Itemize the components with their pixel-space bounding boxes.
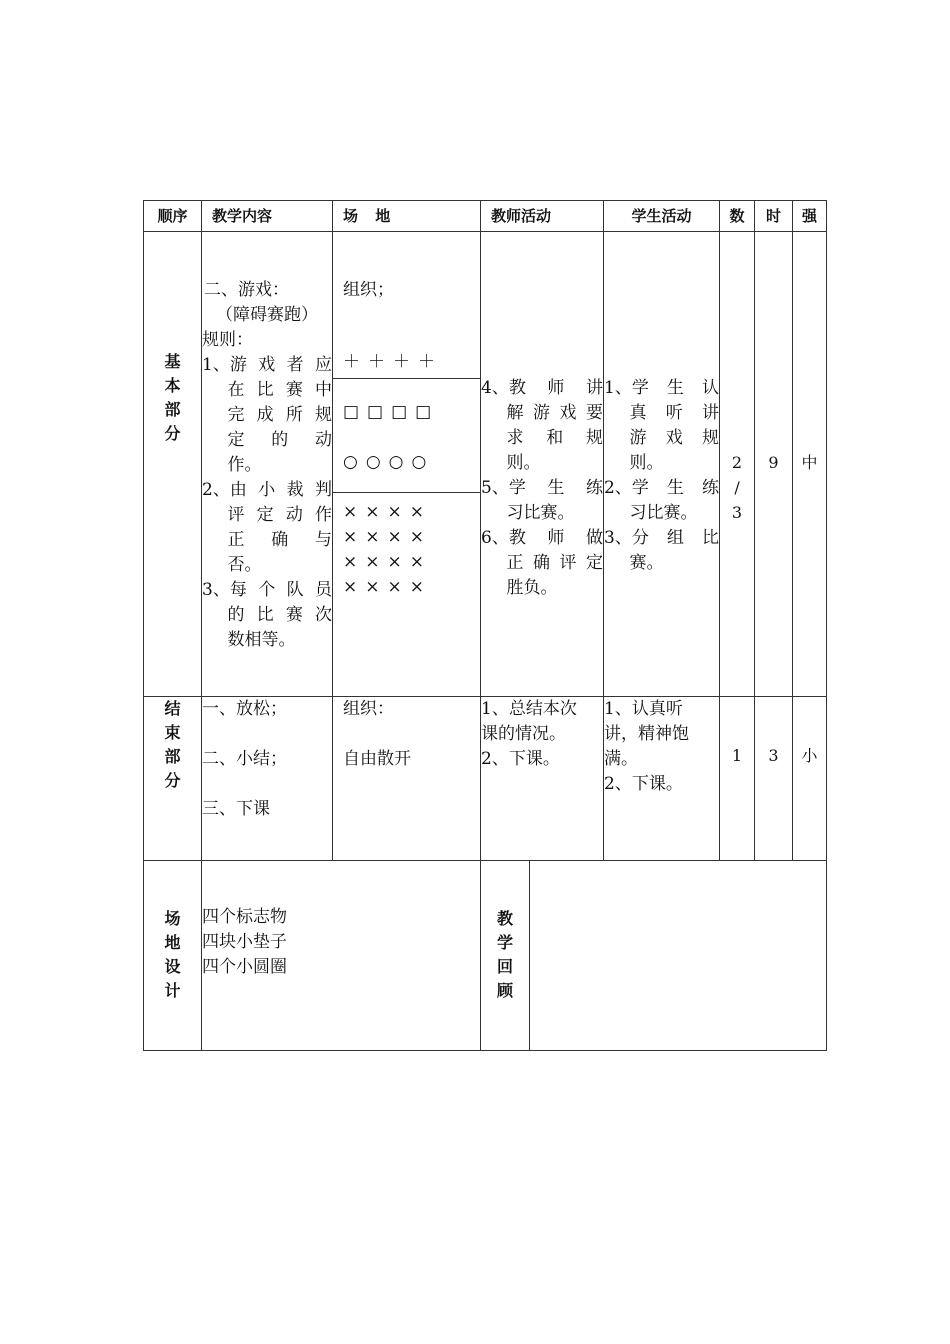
- list-item-text: 解游戏要: [506, 403, 604, 423]
- list-item-line: [481, 451, 603, 476]
- list-item-line: [481, 376, 603, 401]
- header-student: 学生活动: [604, 201, 720, 232]
- hoop-row: ○○○○: [343, 452, 435, 472]
- basic-time: 9: [755, 232, 793, 697]
- design-section-label: 场地设计: [144, 861, 202, 1051]
- list-item-indent: [604, 426, 630, 451]
- list-item-number: 1、: [202, 355, 230, 375]
- list-item-indent: [481, 426, 507, 451]
- list-item-line: [604, 526, 719, 551]
- end-teacher: 1、总结本次 课的情况。 2、下课。: [481, 697, 604, 861]
- list-item-number: 5、: [481, 478, 509, 498]
- start-line: [333, 378, 480, 379]
- end-intensity: 小: [793, 697, 827, 861]
- list-item-line: [604, 401, 719, 426]
- header-teacher: 教师活动: [481, 201, 604, 232]
- list-item-line: [202, 578, 332, 603]
- list-item-text: 则。: [506, 453, 541, 473]
- list-item-indent: [202, 553, 228, 578]
- basic-venue: [333, 232, 481, 697]
- list-item-text: 由小裁判: [229, 480, 332, 500]
- list-item-text: 正确与: [227, 530, 332, 550]
- list-item-text: 则。: [629, 453, 664, 473]
- list-item-indent: [202, 603, 228, 628]
- list-item-indent: [202, 378, 228, 403]
- list-item-line: [604, 426, 719, 451]
- review-label: 教学回顾: [481, 861, 530, 1051]
- list-item-text: 每个队员: [229, 580, 332, 600]
- list-item-text: 数相等。: [227, 630, 296, 650]
- finish-line: [333, 492, 480, 493]
- team-row-3: ××××: [343, 552, 432, 572]
- end-time: 3: [755, 697, 793, 861]
- mat-row: □□□□: [343, 402, 440, 422]
- list-item-indent: [604, 401, 630, 426]
- list-item-text: 正确评定: [506, 553, 604, 573]
- list-item-number: 2、: [604, 478, 632, 498]
- list-item-text: 胜负。: [506, 578, 558, 598]
- basic-row: [144, 232, 827, 697]
- basic-student: [604, 232, 720, 697]
- list-item-text: 游戏规: [629, 428, 720, 448]
- end-student: 1、认真听 讲，精神饱 满。 2、下课。: [604, 697, 720, 861]
- list-item-text: 学生认: [631, 378, 720, 398]
- list-item-line: [481, 551, 603, 576]
- list-item-text: 求和规: [506, 428, 604, 448]
- list-item-indent: [202, 528, 228, 553]
- list-item-text: 学生练: [508, 478, 604, 498]
- list-item-line: [481, 501, 603, 526]
- team-row-1: ××××: [343, 502, 432, 522]
- list-item-number: 2、: [202, 480, 230, 500]
- list-item-text: 定的动: [227, 430, 332, 450]
- list-item-indent: [202, 403, 228, 428]
- list-item-text: 游戏者应: [229, 355, 332, 375]
- basic-rules-list: [202, 353, 332, 653]
- list-item-text: 完成所规: [227, 405, 332, 425]
- list-item-text: 学生练: [631, 478, 720, 498]
- list-item-indent: [481, 451, 507, 476]
- design-row: [144, 861, 827, 1051]
- basic-student-list: [604, 376, 719, 576]
- list-item-indent: [481, 401, 507, 426]
- basic-teacher-list: [481, 376, 603, 601]
- list-item-indent: [202, 428, 228, 453]
- list-item-line: [604, 451, 719, 476]
- design-items: 四个标志物 四块小垫子 四个小圆圈: [202, 861, 481, 1051]
- header-content: 教学内容: [202, 201, 333, 232]
- end-count: 1: [720, 697, 755, 861]
- end-content: 一、放松； 二、小结； 三、下课: [202, 697, 333, 861]
- list-item-indent: [202, 453, 228, 478]
- header-row: [144, 201, 827, 232]
- list-item-text: 的比赛次: [227, 605, 332, 625]
- list-item-line: [202, 353, 332, 378]
- list-item-line: [202, 453, 332, 478]
- list-item-number: 4、: [481, 378, 509, 398]
- list-item-line: [481, 526, 603, 551]
- list-item-indent: [604, 451, 630, 476]
- list-item-line: [604, 551, 719, 576]
- list-item-number: 3、: [202, 580, 230, 600]
- end-venue: 组织： 自由散开: [333, 697, 481, 861]
- venue-diagram: [333, 232, 480, 696]
- list-item-line: [202, 503, 332, 528]
- team-row-4: ××××: [343, 577, 432, 597]
- list-item-number: 1、: [604, 378, 632, 398]
- list-item-text: 教师讲: [508, 378, 604, 398]
- basic-content: 二、游戏： （障碍赛跑） 规则： 1、 游戏者应 在比赛中 完成所规 定的动 作。 2、 由小裁判 评定动作 正确与 否。 3、 每个队员 的比赛次 数相等。: [202, 232, 333, 697]
- header-time: 时: [755, 201, 793, 232]
- list-item-line: [604, 501, 719, 526]
- header-order: 顺序: [144, 201, 202, 232]
- list-item-line: [604, 476, 719, 501]
- basic-section-label: 基本部分: [144, 232, 202, 697]
- list-item-line: [202, 478, 332, 503]
- header-venue: 场 地: [333, 201, 481, 232]
- list-item-indent: [481, 551, 507, 576]
- list-item-line: [202, 378, 332, 403]
- lesson-plan-table: [143, 200, 827, 1051]
- list-item-line: [481, 426, 603, 451]
- review-content: [530, 861, 827, 1051]
- header-intensity: 强: [793, 201, 827, 232]
- list-item-indent: [202, 628, 228, 653]
- list-item-text: 真听讲: [629, 403, 720, 423]
- basic-intensity: 中: [793, 232, 827, 697]
- list-item-line: [481, 476, 603, 501]
- list-item-text: 分组比: [631, 528, 720, 548]
- list-item-text: 作。: [227, 455, 262, 475]
- list-item-line: [481, 401, 603, 426]
- list-item-line: [202, 428, 332, 453]
- team-row-2: ××××: [343, 527, 432, 547]
- list-item-line: [202, 603, 332, 628]
- list-item-text: 评定动作: [227, 505, 332, 525]
- header-count: 数: [720, 201, 755, 232]
- list-item-line: [202, 628, 332, 653]
- list-item-text: 习比赛。: [506, 503, 575, 523]
- list-item-line: [202, 553, 332, 578]
- basic-teacher: [481, 232, 604, 697]
- list-item-line: [481, 576, 603, 601]
- list-item-text: 赛。: [629, 553, 664, 573]
- list-item-indent: [481, 576, 507, 601]
- list-item-indent: [604, 501, 630, 526]
- list-item-text: 习比赛。: [629, 503, 698, 523]
- list-item-text: 否。: [227, 555, 262, 575]
- list-item-number: 6、: [481, 528, 509, 548]
- list-item-text: 教师做: [508, 528, 604, 548]
- list-item-indent: [481, 501, 507, 526]
- list-item-line: [604, 376, 719, 401]
- list-item-indent: [604, 551, 630, 576]
- list-item-line: [202, 403, 332, 428]
- list-item-indent: [202, 503, 228, 528]
- cone-row: ＋＋＋＋: [343, 352, 443, 372]
- list-item-number: 3、: [604, 528, 632, 548]
- list-item-line: [202, 528, 332, 553]
- basic-count: 2 / 3: [720, 232, 755, 697]
- end-row: [144, 697, 827, 861]
- list-item-text: 在比赛中: [227, 380, 332, 400]
- venue-label: 组织；: [343, 280, 394, 300]
- end-section-label: 结束部分: [144, 697, 202, 861]
